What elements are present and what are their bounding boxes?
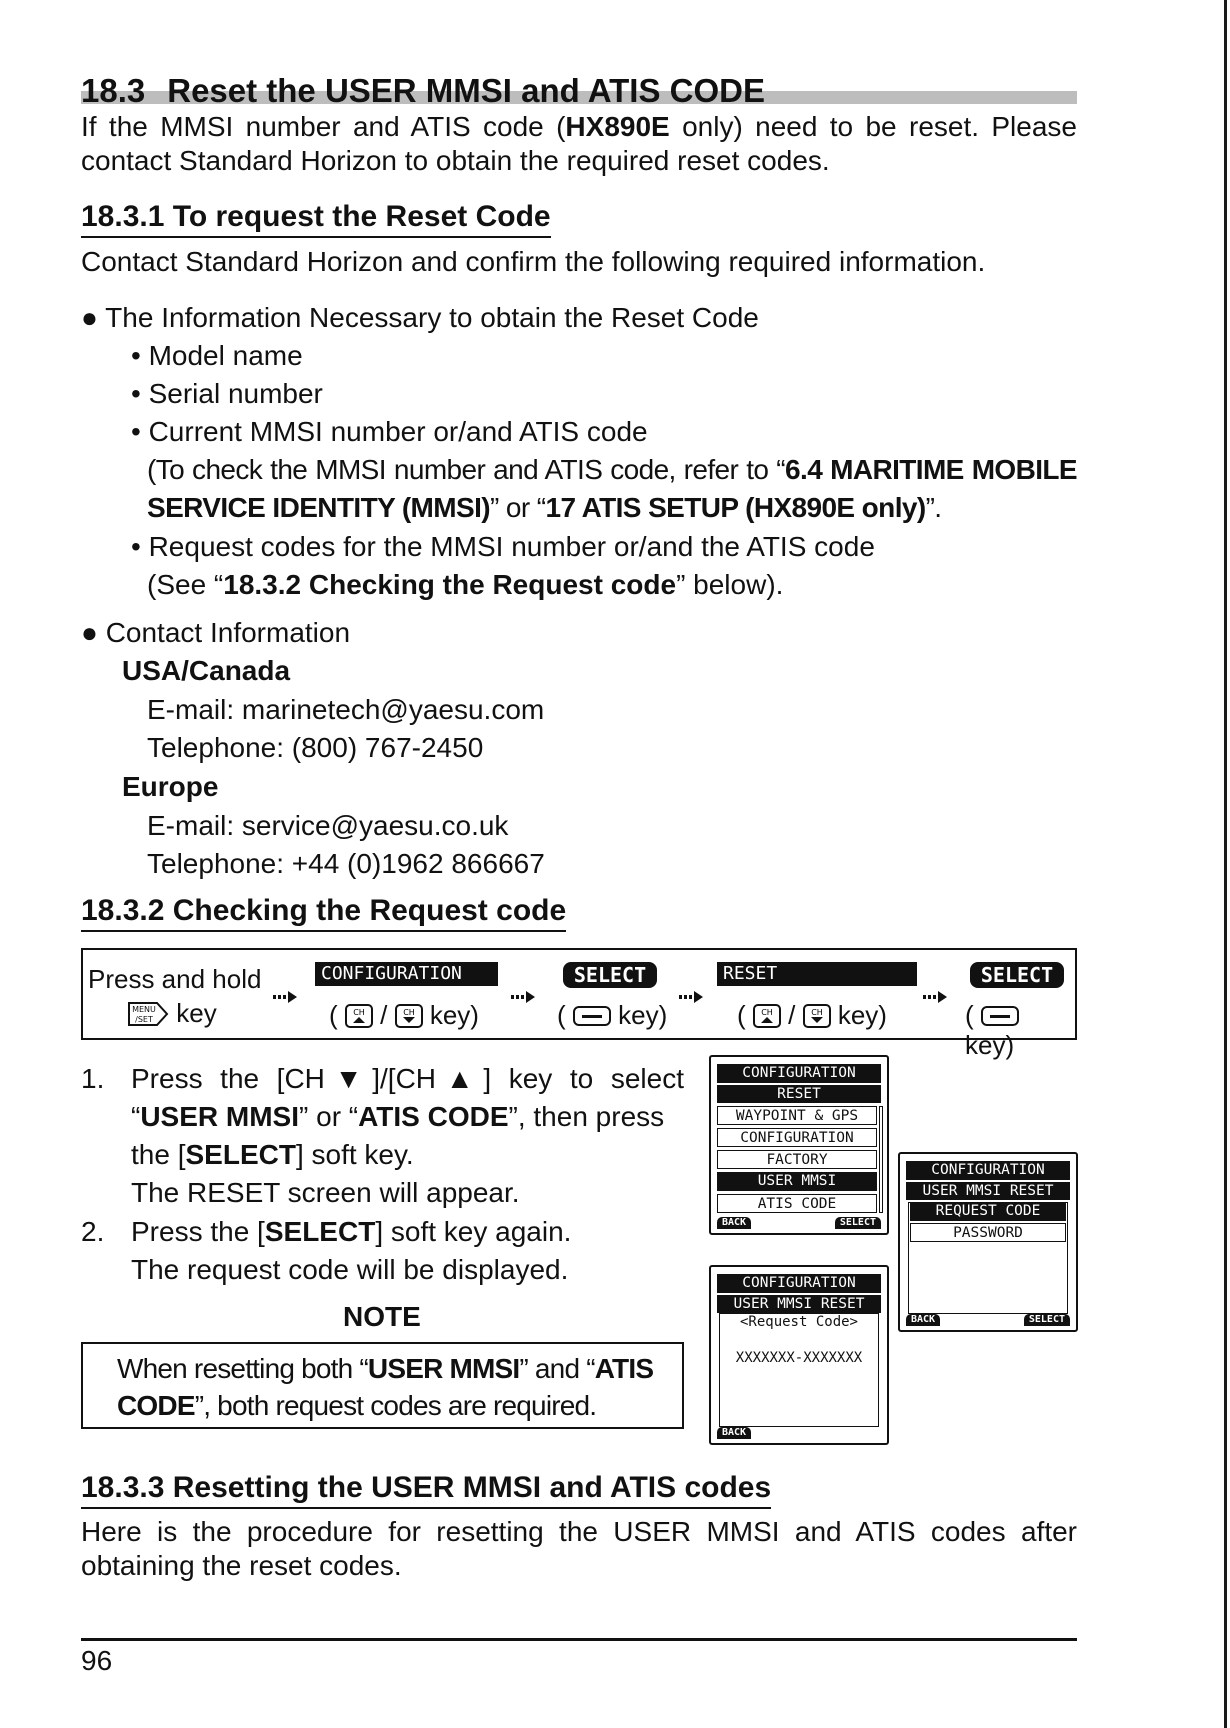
step-1-text: Press the [CH▼]/[CH▲] key to select “USER MMSI” or “ATIS CODE”, then press the [SELECT] soft key. The RESET screen will appear. (131, 1063, 684, 1208)
lcd-title: CONFIGURATION (717, 1274, 881, 1293)
page-number: 96 (81, 1645, 113, 1676)
reference-note: (To check the MMSI number and ATIS code, refer to “6.4 MARITIME MOBILE SERVICE IDENTITY (MMSI)” or “17 ATIS SETUP (HX890E only)”. (147, 454, 1077, 523)
sequence-arrow-icon (273, 990, 297, 1004)
menu-set-key-icon (127, 1001, 169, 1027)
see-reference: (See “18.3.2 Checking the Request code” below). (147, 569, 784, 600)
list-item-model-name: • Model name (131, 340, 303, 371)
menu-key-label: MENU /SET key (127, 998, 217, 1028)
section-intro: If the MMSI number and ATIS code (HX890E only) need to be reset. Please contact Standard Horizon to obtain the required reset codes. (81, 111, 1077, 176)
lcd-menu-item: WAYPOINT & GPS (717, 1106, 877, 1125)
ch-down-key-icon (395, 1004, 423, 1028)
footer-rule (81, 1638, 1077, 1641)
lcd-title: CONFIGURATION (906, 1161, 1070, 1180)
lcd-title: CONFIGURATION (717, 1064, 881, 1083)
lcd-screen-user-mmsi-reset (898, 1152, 1078, 1332)
lcd-screen-request-code (709, 1265, 889, 1445)
ch-up-key-icon (345, 1004, 373, 1028)
subsection-heading-18-3-2: 18.3.2 Checking the Request code (81, 893, 566, 932)
note-title: NOTE (343, 1301, 421, 1332)
note-box (81, 1342, 684, 1429)
subsection-heading-18-3-1: 18.3.1 To request the Reset Code (81, 199, 551, 238)
lcd-menu-item: ATIS CODE (717, 1194, 877, 1213)
soft-key-hint-1: ( key) (557, 1000, 668, 1030)
step-2-number: 2. (81, 1216, 105, 1247)
s3-text: Here is the procedure for resetting the USER MMSI and ATIS codes after obtaining the reset codes. (81, 1516, 1077, 1581)
soft-key-hint-2: ( key) (965, 1000, 1075, 1060)
section-heading (81, 72, 765, 110)
page-edge (1224, 0, 1227, 1728)
svg-text:MENU: MENU (132, 1005, 156, 1014)
lcd-select-softkey: SELECT (835, 1217, 881, 1229)
select-softkey-label-1: SELECT (563, 962, 657, 988)
sequence-arrow-icon (923, 990, 947, 1004)
europe-telephone: Telephone: +44 (0)1962 866667 (147, 848, 545, 879)
lcd-menu-item: PASSWORD (910, 1223, 1066, 1242)
list-item-current-mmsi: • Current MMSI number or/and ATIS code (131, 416, 648, 447)
ch-keys-hint-2: ( CH / CH key) (737, 1000, 887, 1030)
contact-region-usa: USA/Canada (122, 655, 291, 686)
svg-text:CH: CH (402, 1008, 415, 1017)
key-sequence-box (81, 948, 1077, 1060)
sequence-arrow-icon (679, 990, 703, 1004)
lcd-back-softkey: BACK (906, 1314, 940, 1326)
soft-key-icon (573, 1006, 611, 1026)
lcd-subtitle: USER MMSI RESET (717, 1294, 881, 1313)
step-2-text: Press the [SELECT] soft key again. The request code will be displayed. (131, 1216, 572, 1285)
svg-text:CH: CH (810, 1008, 823, 1017)
section-title: Reset the USER MMSI and ATIS CODE (167, 72, 765, 109)
bullet-info-necessary: ● The Information Necessary to obtain the Reset Code (81, 302, 759, 333)
press-and-hold-label: Press and hold (88, 964, 262, 994)
lcd-menu-item-selected: USER MMSI (717, 1172, 877, 1191)
lcd-request-code-label: <Request Code> (739, 1314, 858, 1330)
svg-text:CH: CH (761, 1008, 773, 1017)
lcd-screen-reset-menu (709, 1055, 889, 1235)
lcd-back-softkey: BACK (717, 1217, 751, 1229)
lcd-menu-item: CONFIGURATION (717, 1128, 877, 1147)
lcd-menu-item: FACTORY (717, 1150, 877, 1169)
bullet-contact-info: ● Contact Information (81, 617, 351, 648)
lcd-back-softkey: BACK (717, 1427, 751, 1439)
select-softkey-label-2: SELECT (970, 962, 1064, 988)
ch-up-key-icon (753, 1004, 781, 1028)
ch-down-key-icon (803, 1004, 831, 1028)
ch-keys-hint-1: ( CH / CH key) (329, 1000, 479, 1030)
svg-text:/SET: /SET (135, 1015, 153, 1024)
lcd-select-softkey: SELECT (1024, 1314, 1070, 1326)
lcd-request-code-value: XXXXXXX-XXXXXXX (735, 1350, 863, 1366)
note-text: When resetting both “USER MMSI” and “ATIS CODE”, both request codes are required. (117, 1353, 654, 1421)
subsection-heading-18-3-3: 18.3.3 Resetting the USER MMSI and ATIS codes (81, 1470, 771, 1509)
contact-region-europe: Europe (122, 771, 219, 802)
s1-intro: Contact Standard Horizon and confirm the following required information. (81, 246, 986, 277)
europe-email: E-mail: service@yaesu.co.uk (147, 810, 509, 841)
soft-key-icon (981, 1006, 1019, 1026)
lcd-menu-item-selected: REQUEST CODE (910, 1202, 1066, 1221)
lcd-scrollbar (879, 1106, 883, 1213)
configuration-menu-label: CONFIGURATION (315, 962, 498, 986)
usa-telephone: Telephone: (800) 767-2450 (147, 732, 484, 763)
usa-email: E-mail: marinetech@yaesu.com (147, 694, 545, 725)
list-item-request-codes: • Request codes for the MMSI number or/and the ATIS code (131, 531, 875, 562)
svg-text:CH: CH (353, 1008, 365, 1017)
section-number: 18.3 (81, 72, 146, 109)
lcd-subtitle: USER MMSI RESET (906, 1181, 1070, 1200)
sequence-arrow-icon (511, 990, 535, 1004)
reset-menu-label: RESET (717, 962, 917, 986)
lcd-list-frame (908, 1202, 1068, 1314)
lcd-subtitle: RESET (717, 1084, 881, 1103)
step-1-number: 1. (81, 1063, 105, 1094)
list-item-serial-number: • Serial number (131, 378, 323, 409)
